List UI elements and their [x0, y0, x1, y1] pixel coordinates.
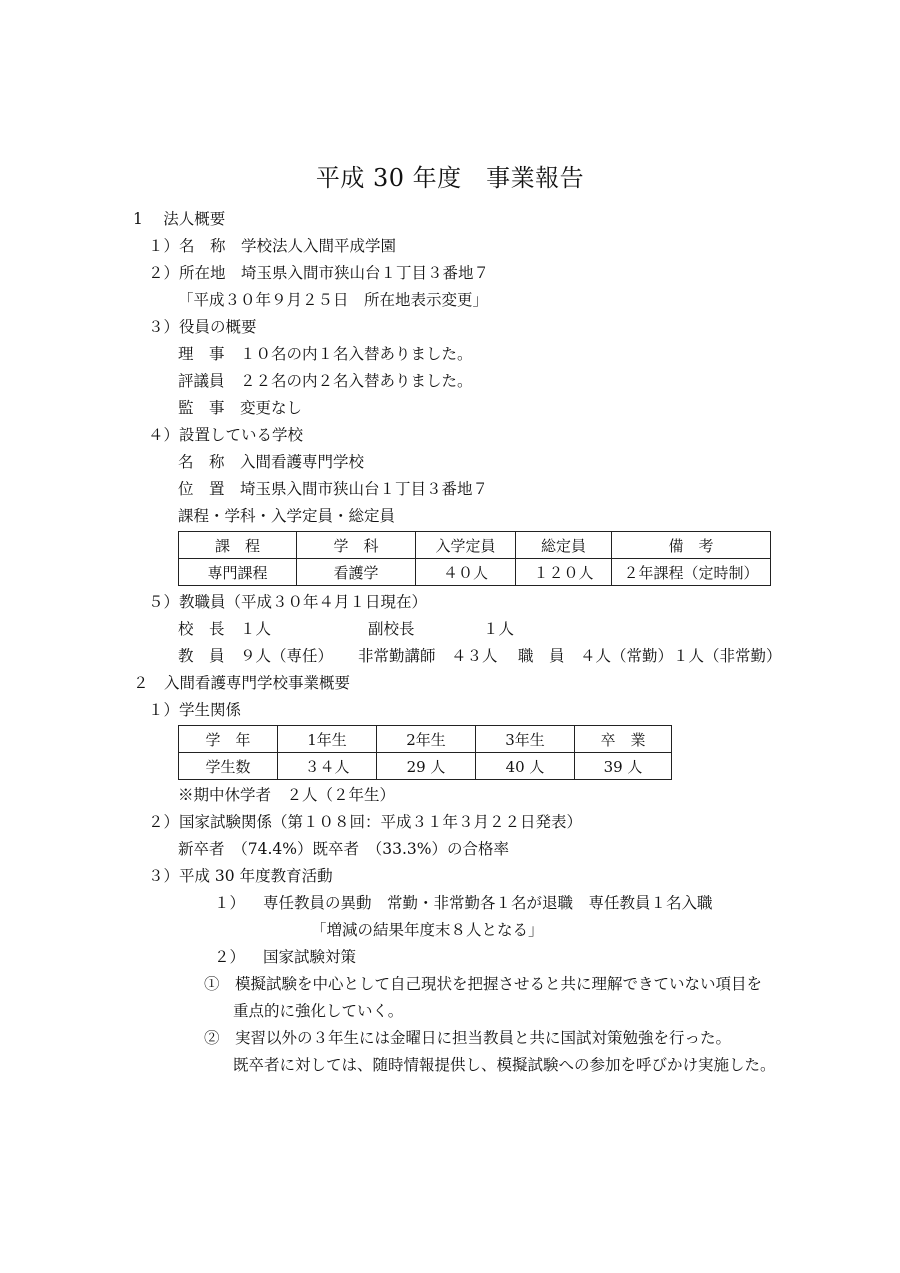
course-table [178, 531, 771, 586]
activity-1-text: 専任教員の異動 常勤・非常勤各１名が退職 専任教員１名入職 [263, 894, 713, 912]
officer-councilors: 評議員 ２２名の内２名入替ありました。 [178, 372, 473, 390]
table-cell: １２０人 [516, 559, 612, 586]
table-row [179, 753, 672, 780]
table-cell: 看護学 [297, 559, 416, 586]
table-cell: 39 人 [575, 753, 672, 780]
table-header-cell: 備 考 [612, 532, 771, 559]
staff-lecturers: 非常勤講師 ４３人 [358, 647, 498, 665]
address-change-note: 「平成３０年９月２５日 所在地表示変更」 [178, 291, 489, 309]
staff-teachers: 教 員 ９人（専任） [178, 647, 334, 665]
exam-measure-1-line-1: ① 模擬試験を中心として自己現状を把握させると共に理解できていない項目を [204, 975, 763, 993]
table-header-row [179, 532, 771, 559]
table-header-cell: 卒 業 [575, 726, 672, 753]
exam-result: 新卒者 （74.4%）既卒者 （33.3%）の合格率 [178, 840, 509, 858]
table-cell: 40 人 [476, 753, 575, 780]
officer-directors: 理 事 １０名の内１名入替ありました。 [178, 345, 473, 363]
table-header-cell: 2年生 [377, 726, 476, 753]
staff-vice-principal-label: 副校長 [368, 620, 415, 638]
staff-clerks: 職 員 ４人（常勤）１人（非常勤） [518, 647, 782, 665]
table-cell: 学生数 [179, 753, 278, 780]
school-location: 位 置 埼玉県入間市狭山台１丁目３番地７ [178, 480, 489, 498]
table-header-cell: 課 程 [179, 532, 297, 559]
exam-measure-2-line-1: ② 実習以外の３年生には金曜日に担当教員と共に国試対策勉強を行った。 [204, 1029, 732, 1047]
activities-heading: ３）平成 30 年度教育活動 [148, 867, 333, 885]
officers-heading: ３）役員の概要 [148, 318, 257, 336]
table-cell: 専門課程 [179, 559, 297, 586]
exam-measure-2-line-2: 既卒者に対しては、随時情報提供し、模擬試験への参加を呼びかけ実施した。 [233, 1056, 776, 1074]
staff-vice-principal-count: １人 [483, 620, 515, 638]
section-1-heading: 1 法人概要 [133, 210, 226, 228]
table-cell: 29 人 [377, 753, 476, 780]
corporation-address: ２）所在地 埼玉県入間市狭山台１丁目３番地７ [148, 264, 490, 282]
table-header-cell: 学 年 [179, 726, 278, 753]
school-heading: ４）設置している学校 [148, 426, 304, 444]
table-row [179, 559, 771, 586]
table-header-row [179, 726, 672, 753]
staff-heading: ５）教職員（平成３０年４月１日現在） [148, 593, 428, 611]
school-name: 名 称 入間看護専門学校 [178, 453, 365, 471]
activity-2-text: 国家試験対策 [263, 948, 357, 966]
table-header-cell: 3年生 [476, 726, 575, 753]
activity-1-number: １） [214, 894, 246, 912]
activity-2-number: ２） [214, 948, 246, 966]
students-note: ※期中休学者 ２人（２年生） [178, 786, 396, 804]
table-header-cell: 1年生 [278, 726, 377, 753]
corporation-name: １）名 称 学校法人入間平成学園 [148, 237, 397, 255]
page-title: 平成 30 年度 事業報告 [315, 164, 585, 192]
exam-heading: ２）国家試験関係（第１０８回：平成３１年３月２２日発表） [148, 813, 583, 831]
table-cell: ２年課程（定時制） [612, 559, 771, 586]
table-cell: ４０人 [416, 559, 516, 586]
students-heading: １）学生関係 [148, 701, 242, 719]
table-header-cell: 入学定員 [416, 532, 516, 559]
activity-1-note: 「増減の結果年度末８人となる」 [311, 921, 544, 939]
table-header-cell: 総定員 [516, 532, 612, 559]
students-table [178, 725, 672, 780]
table-header-cell: 学 科 [297, 532, 416, 559]
table-cell: ３４人 [278, 753, 377, 780]
staff-principal: 校 長 １人 [178, 620, 272, 638]
exam-measure-1-line-2: 重点的に強化していく。 [233, 1002, 404, 1020]
officer-auditors: 監 事 変更なし [178, 399, 303, 417]
course-heading: 課程・学科・入学定員・総定員 [178, 507, 396, 525]
section-2-heading: ２ 入間看護専門学校事業概要 [133, 674, 351, 692]
